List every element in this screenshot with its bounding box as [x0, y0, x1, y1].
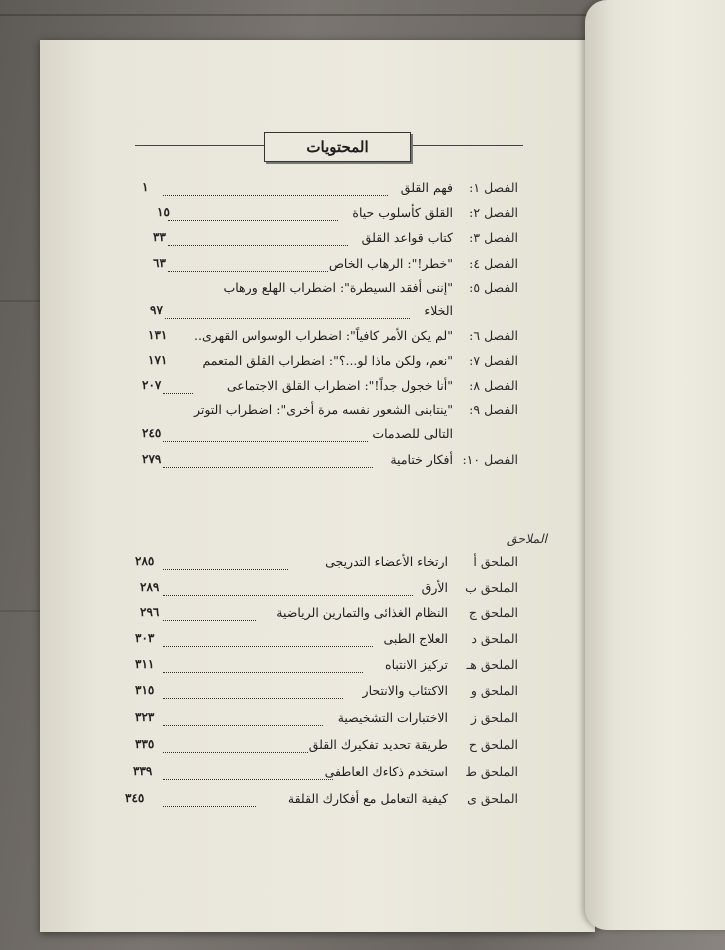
page-number: ٦٣ [153, 256, 166, 270]
chapter-title: فهم القلق [400, 180, 453, 195]
chapter-title: كتاب قواعد القلق [361, 230, 453, 245]
toc-chapter-row [130, 402, 518, 424]
appendix-title: طريقة تحديد تفكيرك القلق [308, 737, 448, 752]
toc-appendix-row [130, 683, 518, 705]
chapter-title: "ينتابنى الشعور نفسه مرة أخرى": اضطراب التوتر [193, 402, 453, 417]
page-number: ٢٧٩ [142, 452, 162, 466]
chapter-label: الفصل ٤: [469, 256, 518, 271]
page-number: ١ [142, 180, 149, 194]
appendix-label: الملحق و [470, 683, 518, 698]
dot-leader [163, 594, 413, 596]
dot-leader [163, 392, 193, 394]
chapter-title-cont: الخلاء [424, 303, 453, 318]
dot-leader [163, 194, 388, 196]
chapter-label: الفصل ٨: [469, 378, 518, 393]
chapter-title: "إننى أفقد السيطرة": اضطراب الهلع ورهاب [223, 280, 453, 295]
chapter-label: الفصل ٣: [469, 230, 518, 245]
toc-chapter-row-cont [130, 303, 518, 325]
toc-chapter-row [130, 205, 518, 227]
appendix-title: العلاج الطبى [383, 631, 448, 646]
appendix-title: الأرق [421, 580, 448, 595]
page-number: ١٥ [157, 205, 170, 219]
appendix-label: الملحق ب [465, 580, 518, 595]
title-rule-left [135, 145, 264, 146]
dot-leader [163, 671, 363, 673]
chapter-label: الفصل ٥: [469, 280, 518, 295]
chapter-title-cont: التالى للصدمات [372, 426, 453, 441]
page-number: ١٣١ [148, 328, 168, 342]
chapter-title: "لم يكن الأمر كافياً": اضطراب الوسواس القهرى.. [194, 328, 453, 343]
appendix-label: الملحق د [471, 631, 518, 646]
appendix-title: كيفية التعامل مع أفكارك القلقة [287, 791, 448, 806]
page-number: ٢٨٩ [140, 580, 160, 594]
page-number: ٣٣٥ [135, 737, 155, 751]
toc-chapter-row-cont [130, 426, 518, 448]
chapter-title: "أنا خجول جداً!": اضطراب القلق الاجتماعى [226, 378, 453, 393]
dot-leader [163, 466, 373, 468]
appendix-title: الاختبارات التشخيصية [337, 710, 448, 725]
dot-leader [168, 244, 348, 246]
toc-chapter-row [130, 256, 518, 278]
appendix-title: تركيز الانتباه [385, 657, 448, 672]
chapter-title: القلق كأسلوب حياة [352, 205, 453, 220]
chapter-title: أفكار ختامية [390, 452, 453, 467]
toc-chapter-row [130, 353, 518, 375]
toc-chapter-row [130, 280, 518, 302]
appendix-title: الاكتئاب والانتحار [362, 683, 448, 698]
page-number: ٩٧ [150, 303, 163, 317]
toc-appendix-row [130, 737, 518, 759]
page-number: ٣٠٣ [135, 631, 155, 645]
page-number: ٢٤٥ [142, 426, 162, 440]
page-number: ٣١٥ [135, 683, 155, 697]
chapter-label: الفصل ٩: [469, 402, 518, 417]
dot-leader [163, 778, 333, 780]
dot-leader [168, 219, 338, 221]
toc-chapter-row [130, 452, 518, 474]
appendix-label: الملحق ى [467, 791, 518, 806]
page-number: ٢٠٧ [142, 378, 162, 392]
chapter-title: "نعم، ولكن ماذا لو...؟": اضطراب القلق المتعمم [202, 353, 453, 368]
page-number: ٣٢٣ [135, 710, 155, 724]
appendix-title: النظام الغذائى والتمارين الرياضية [276, 605, 448, 620]
toc-chapter-row [130, 378, 518, 400]
page-number: ٢٩٦ [140, 605, 160, 619]
appendix-label: الملحق ح [468, 737, 518, 752]
chapter-label: الفصل ٢: [469, 205, 518, 220]
toc-appendix-row [130, 710, 518, 732]
toc-appendix-row [130, 554, 518, 576]
appendix-heading: الملاحق [506, 531, 547, 546]
title-rule-right [409, 145, 523, 146]
page-number: ٣١١ [135, 657, 155, 671]
dot-leader [163, 568, 288, 570]
toc-appendix-row [130, 657, 518, 679]
dot-leader [163, 697, 343, 699]
chapter-title: "خطر!": الرهاب الخاص [328, 256, 453, 271]
toc-chapter-row [130, 180, 518, 202]
dot-leader [163, 724, 323, 726]
appendix-label: الملحق ز [470, 710, 518, 725]
toc-appendix-row [130, 764, 518, 786]
dot-leader [163, 805, 256, 807]
page-number: ١٧١ [148, 353, 168, 367]
dot-leader [163, 751, 308, 753]
dot-leader [165, 317, 410, 319]
appendix-label: الملحق ج [468, 605, 518, 620]
dot-leader [163, 440, 368, 442]
toc-appendix-row [130, 580, 518, 602]
chapter-label: الفصل ٦: [469, 328, 518, 343]
appendix-label: الملحق أ [473, 554, 518, 569]
toc-appendix-row [125, 791, 518, 813]
toc-heading: المحتويات [264, 132, 411, 162]
page-number: ٣٣٩ [133, 764, 153, 778]
dot-leader [168, 270, 328, 272]
appendix-title: استخدم ذكاءك العاطفى [324, 764, 448, 779]
page-number: ٣٤٥ [125, 791, 145, 805]
page-number: ٣٣ [153, 230, 166, 244]
toc-appendix-row [130, 605, 518, 627]
chapter-label: الفصل ١: [469, 180, 518, 195]
dot-leader [163, 645, 373, 647]
toc-chapter-row [130, 328, 518, 350]
toc-chapter-row [130, 230, 518, 252]
appendix-label: الملحق ط [465, 764, 518, 779]
dot-leader [163, 619, 256, 621]
toc-appendix-row [130, 631, 518, 653]
chapter-label: الفصل ١٠: [462, 452, 518, 467]
book-page-right [585, 0, 725, 930]
chapter-label: الفصل ٧: [469, 353, 518, 368]
appendix-label: الملحق هـ [466, 657, 518, 672]
page-number: ٢٨٥ [135, 554, 155, 568]
appendix-title: ارتخاء الأعضاء التدريجى [325, 554, 448, 569]
